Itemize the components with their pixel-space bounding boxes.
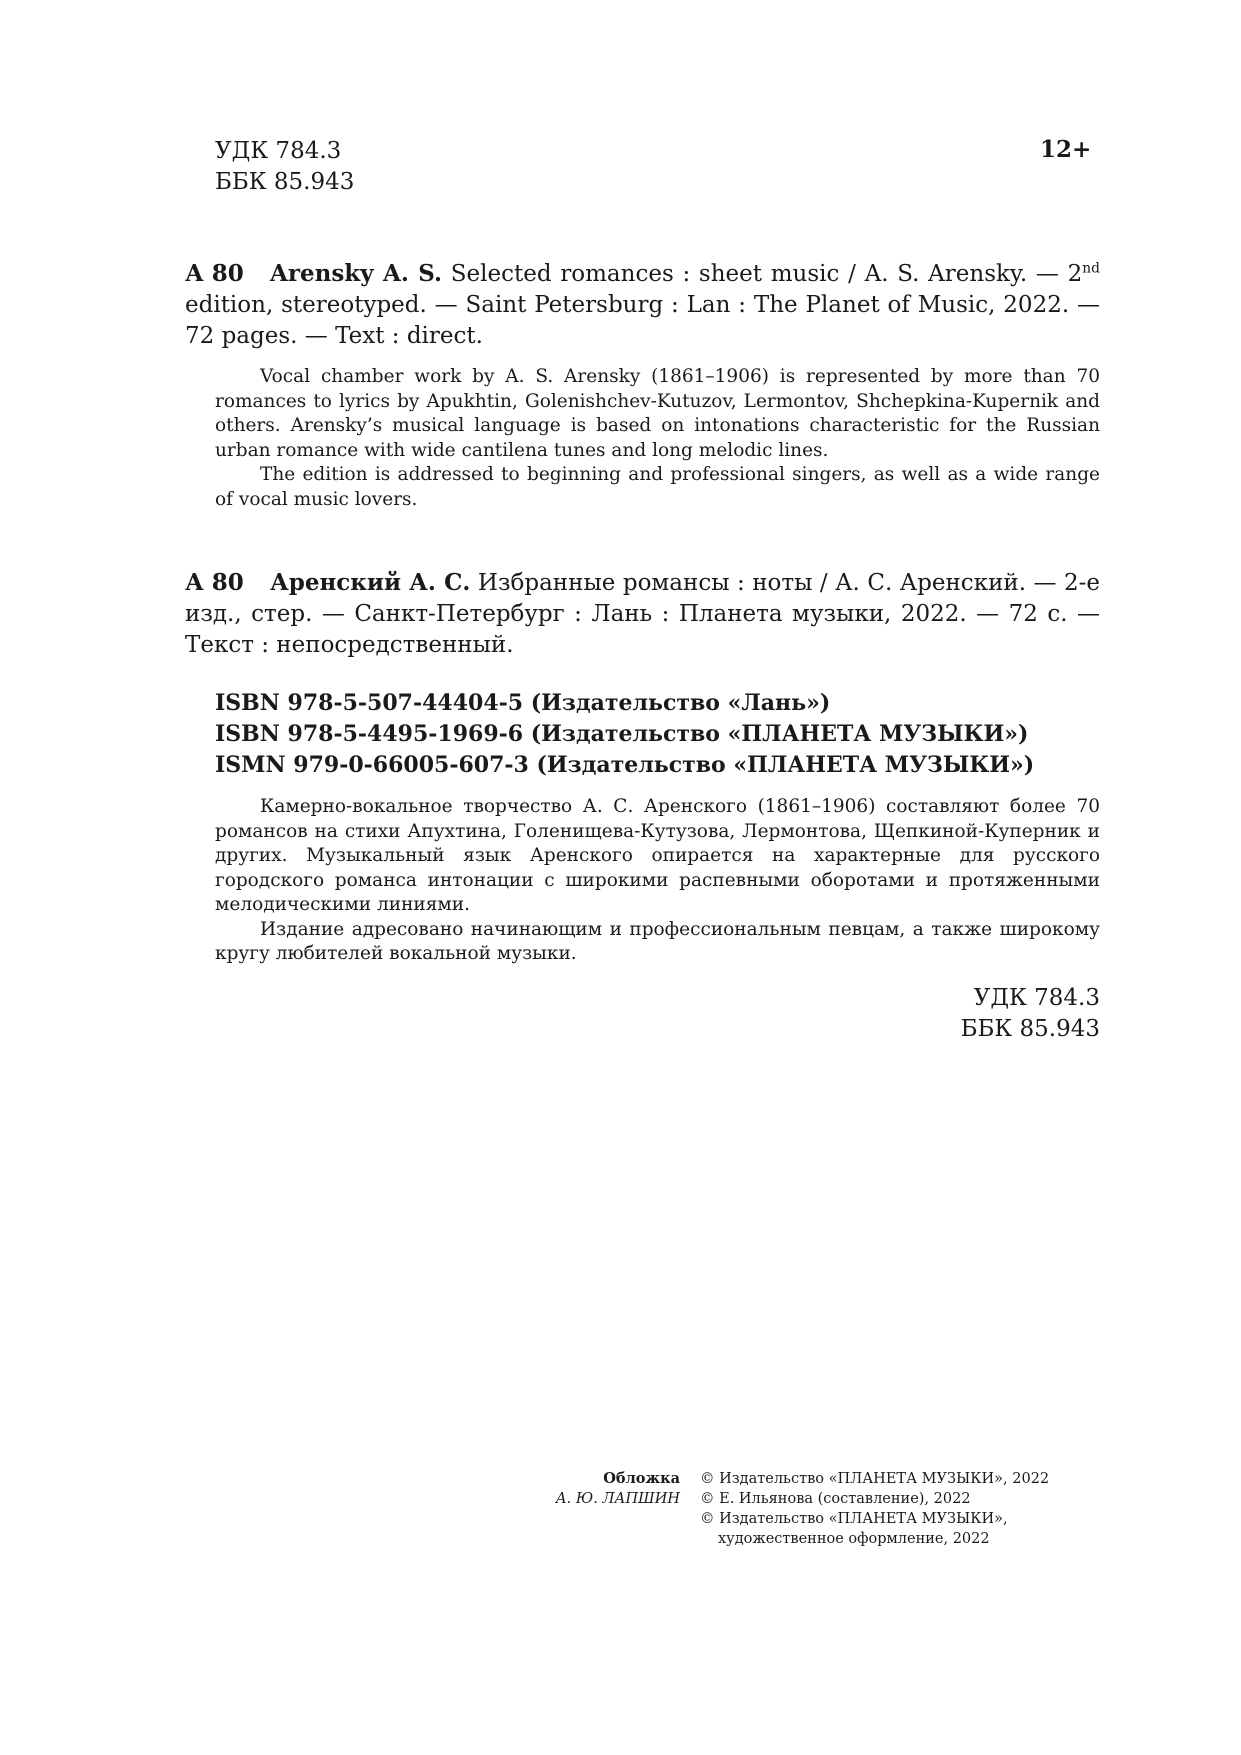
entry-code: А 80 [185, 260, 244, 287]
abstract-paragraph: Vocal chamber work by A. S. Arensky (1861–1906) is represented by more than 70 romances to lyrics by Apukhtin, Golenishchev-Kutuzov, Lermontov, Shchepkina-Kupernik and others. Arensky’s musical language is based on intonations characteristic for the Russian urban romance with wide cantilena tunes and long melodic lines. [215, 366, 1100, 461]
isbn-list [215, 688, 1034, 781]
isbn-line: ISBN 978-5-4495-1969-6 (Издательство «ПЛАНЕТА МУЗЫКИ») [215, 721, 1029, 747]
copyright-line: © Издательство «ПЛАНЕТА МУЗЫКИ», 2022 [700, 1471, 1050, 1487]
entry-author: Аренский А. С. [270, 569, 471, 596]
entry-text [185, 567, 1100, 661]
ordinal-suffix: nd [1082, 260, 1100, 277]
abstract-paragraph: Издание адресовано начинающим и профессиональным певцам, а также широкому кругу любителей вокальной музыки. [215, 918, 1100, 964]
abstract-paragraph: Камерно-вокальное творчество А. С. Аренского (1861–1906) составляют более 70 романсов на стихи Апухтина, Голенищева-Кутузова, Лермонтова, Щепкиной-Куперник и других. Музыкальный язык Аренского опирается на характерные для русского городского романса интонации с широкими распевными оборотами и протяженными мелодическими линиями. [215, 796, 1100, 915]
entry-details: edition, stereotyped. — Saint Petersburg : Lan : The Planet of Music, 2022. — 72 pages. — Text : direct. [185, 292, 1100, 349]
entry-text [185, 258, 1100, 352]
abstract-paragraph: The edition is addressed to beginning and professional singers, as well as a wide range of vocal music lovers. [215, 464, 1100, 510]
entry-details: Избранные романсы : ноты / А. С. Аренский. — 2-е изд., стер. — Санкт-Петербург : Лань : Планета музыки, 2022. — 72 с. — Текст : непосредственный. [185, 570, 1101, 658]
bbk-code: ББК 85.943 [960, 1016, 1100, 1042]
bibliographic-entry-ru [185, 567, 1100, 661]
entry-code: А 80 [185, 569, 244, 596]
isbn-line: ISBN 978-5-507-44404-5 (Издательство «Лань») [215, 690, 831, 716]
bbk-code: ББК 85.943 [215, 169, 355, 195]
entry-author: Arensky A. S. [270, 260, 443, 287]
abstract-en [215, 365, 1100, 512]
copyright-line: художественное оформление, 2022 [718, 1531, 990, 1547]
bibliographic-entry-en [185, 258, 1100, 352]
age-rating: 12+ [1040, 136, 1092, 163]
entry-title: Selected romances : sheet music / A. S. Arensky. — 2 [450, 261, 1083, 287]
abstract-ru [215, 795, 1100, 967]
top-classification [215, 136, 354, 198]
copyright-line: © Е. Ильянова (составление), 2022 [700, 1491, 971, 1507]
copyright-notices [700, 1469, 1049, 1549]
udk-code: УДК 784.3 [215, 138, 342, 164]
credit-name: А. Ю. ЛАПШИН [555, 1491, 680, 1507]
udk-code: УДК 784.3 [973, 985, 1100, 1011]
credit-role: Обложка [603, 1470, 680, 1487]
cover-credits [540, 1469, 680, 1509]
bottom-classification [900, 983, 1100, 1045]
ismn-line: ISMN 979-0-66005-607-3 (Издательство «ПЛАНЕТА МУЗЫКИ») [215, 752, 1035, 778]
copyright-line: © Издательство «ПЛАНЕТА МУЗЫКИ», [700, 1511, 1008, 1527]
